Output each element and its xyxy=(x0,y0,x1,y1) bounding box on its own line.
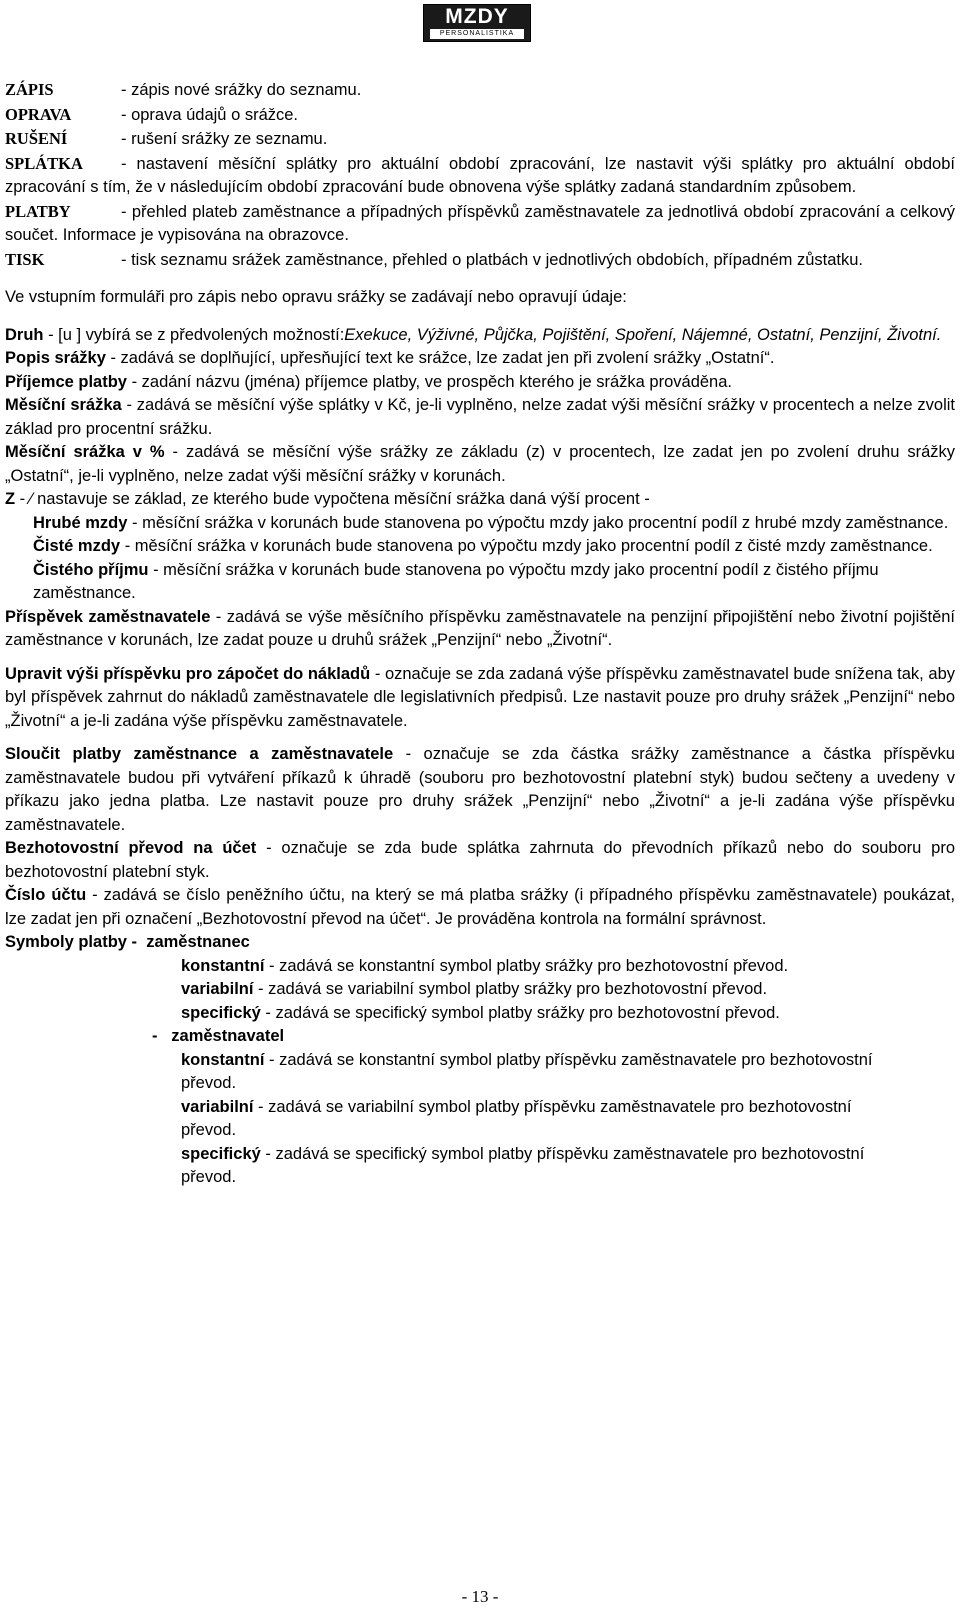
field-desc: - označuje se zda zadaná výše příspěvku zaměstnavatel bude snížena tak, aby byl příspěvek zahrnut do nákladů zaměstnavatele dle legislativních předpisů. Lze nastavit pouze pro druhy srážek „Penzijní“ nebo „Životní“ a je-li zadána výše příspěvku zaměstnavatele. xyxy=(5,664,955,730)
option-desc: - měsíční srážka v korunách bude stanovena po výpočtu mzdy jako procentní podíl z čisté mzdy zaměstnance. xyxy=(120,537,933,555)
field-desc: - zadání názvu (jména) příjemce platby, ve prospěch kterého je srážka prováděna. xyxy=(126,372,732,391)
document-body xyxy=(5,78,955,1190)
field-desc: - zadává se měsíční výše splátky v Kč, je-li vyplněno, nelze zadat výši měsíční srážky v procentech a nelze zvolit základ pro procentní srážku. xyxy=(5,396,956,438)
command-desc: - přehled plateb zaměstnance a případných příspěvků zaměstnavatele za jednotlivá období zpracování a celkový součet. Informace je vypisována na obrazovce. xyxy=(5,202,955,244)
field-prijemce xyxy=(5,371,955,395)
field-label: Příspěvek zaměstnavatele xyxy=(5,607,211,626)
command-desc: - rušení srážky ze seznamu. xyxy=(121,130,328,148)
symbols-heading xyxy=(5,931,955,955)
field-upravit xyxy=(5,663,955,734)
employee-heading: zaměstnanec xyxy=(146,933,250,951)
field-cislo-uctu xyxy=(5,884,955,931)
command-desc: - oprava údajů o srážce. xyxy=(121,105,299,124)
option-desc: - měsíční srážka v korunách bude stanovena po výpočtu mzdy jako procentní podíl z čistého příjmu zaměstnance. xyxy=(33,560,879,602)
command-key: PLATBY xyxy=(5,201,71,221)
symbol-desc: - zadává se konstantní symbol platby příspěvku zaměstnavatele pro bezhotovostní převod. xyxy=(181,1050,873,1092)
symbol-employee-constant xyxy=(5,955,955,979)
dash: - xyxy=(152,1027,158,1045)
field-z xyxy=(5,488,955,512)
field-desc: - zadává se měsíční výše srážky ze základu (z) v procentech, lze zadat jen po zvolení druhu srážky „Ostatní“, je-li vyplněno, nelze zadat výši měsíční srážky v korunách. xyxy=(5,443,956,485)
option-desc: - měsíční srážka v korunách bude stanovena po výpočtu mzdy jako procentní podíl z hrubé mzdy zaměstnance. xyxy=(127,513,949,532)
field-desc: - zadává se výše měsíčního příspěvku zaměstnavatele na penzijní připojištění nebo životní pojištění zaměstnance v korunách, lze zadat pouze u druhů srážek „Penzijní“ nebo „Životní“. xyxy=(5,607,956,649)
command-desc: - tisk seznamu srážek zaměstnance, přehled o platbách v jednotlivých obdobích, případném zůstatku. xyxy=(121,250,863,269)
command-desc: - nastavení měsíční splátky pro aktuální období zpracování, lze nastavit výši splátky pro aktuální období zpracování s tím, že v následujícím období zpracování bude obnovena výše splátky zadaná standardním způsobem. xyxy=(5,154,955,196)
command-ruseni xyxy=(5,127,955,152)
field-druh xyxy=(5,324,955,348)
symbol-label: konstantní xyxy=(181,956,265,975)
employer-heading: zaměstnavatel xyxy=(171,1027,285,1045)
command-key: TISK xyxy=(5,249,45,269)
symbol-label: variabilní xyxy=(181,1097,254,1116)
field-desc: - ⁄ nastavuje se základ, ze kterého bude vypočtena měsíční srážka daná výší procent - xyxy=(15,490,650,508)
field-label: Upravit výši příspěvku pro zápočet do nákladů xyxy=(5,664,371,683)
field-mesicni xyxy=(5,394,955,441)
field-label: Měsíční srážka xyxy=(5,396,122,414)
option-label: Čisté mzdy xyxy=(33,537,121,555)
symbol-desc: - zadává se konstantní symbol platby srážky pro bezhotovostní převod. xyxy=(264,956,789,975)
symbol-label: specifický xyxy=(181,1003,261,1022)
brand-logo xyxy=(423,4,531,42)
command-key: SPLÁTKA xyxy=(5,153,83,173)
field-label: Druh xyxy=(5,325,44,344)
field-label: Z xyxy=(5,490,16,508)
symbol-label: variabilní xyxy=(181,980,254,998)
option-label: Čistého příjmu xyxy=(33,560,149,579)
intro-text: Ve vstupním formuláři pro zápis nebo opravu srážky se zadávají nebo opravují údaje: xyxy=(5,288,627,306)
symbol-desc: - zadává se variabilní symbol platby srážky pro bezhotovostní převod. xyxy=(253,980,768,998)
field-desc: - označuje se zda částka srážky zaměstnance a částka příspěvku zaměstnavatele budou při vytváření příkazů k úhradě (souboru pro bezhotovostní platební styk) budou sečteny a uvedeny v příkazu jako jedna platba. Lze nastavit pouze pro druhy srážek „Penzijní“ nebo „Životní“ a je-li zadána výše příspěvku zaměstnavatele. xyxy=(5,745,955,834)
symbol-label: konstantní xyxy=(181,1050,265,1069)
command-splatka xyxy=(5,152,955,200)
command-key: ZÁPIS xyxy=(5,80,54,99)
option-cisteho xyxy=(5,559,955,606)
symbol-employee-variable xyxy=(5,978,955,1002)
field-desc: - zadává se číslo peněžního účtu, na který se má platba srážky (i případného příspěvku zaměstnavatele) poukázat, lze zadat jen při označení „Bezhotovostní převod na účet“. Je prováděna kontrola na formální správnost. xyxy=(5,886,955,928)
command-platby xyxy=(5,200,955,248)
logo-subtitle: PERSONALISTIKA xyxy=(430,29,524,39)
option-label: Hrubé mzdy xyxy=(33,513,128,532)
option-hrube xyxy=(5,512,955,536)
field-desc: - označuje se zda bude splátka zahrnuta do převodních příkazů nebo do souboru pro bezhotovostní platební styk. xyxy=(5,839,955,881)
symbol-desc: - zadává se specifický symbol platby srážky pro bezhotovostní převod. xyxy=(260,1003,780,1022)
symbol-desc: - zadává se variabilní symbol platby příspěvku zaměstnavatele pro bezhotovostní převod. xyxy=(181,1097,852,1139)
field-sloucit xyxy=(5,743,955,837)
option-ciste xyxy=(5,535,955,559)
command-zapis xyxy=(5,78,955,103)
symbol-employer-variable xyxy=(5,1096,901,1143)
symbol-employee-specific xyxy=(5,1002,955,1026)
field-label: Měsíční srážka v % xyxy=(5,443,165,461)
field-popis xyxy=(5,347,955,371)
field-prispevek xyxy=(5,606,955,653)
command-desc: - zápis nové srážky do seznamu. xyxy=(121,81,362,99)
field-label: Bezhotovostní převod na účet xyxy=(5,839,257,857)
field-label: Číslo účtu xyxy=(5,886,87,904)
command-tisk xyxy=(5,248,955,273)
command-key: OPRAVA xyxy=(5,104,72,124)
field-desc: - [u ] vybírá se z předvolených možností: xyxy=(43,325,345,344)
field-label: Popis srážky xyxy=(5,349,106,367)
symbol-employer-constant xyxy=(5,1049,901,1096)
symbol-employer-specific xyxy=(5,1143,901,1190)
symbol-label: specifický xyxy=(181,1144,261,1163)
employer-heading-row xyxy=(5,1025,955,1049)
logo-title: MZDY xyxy=(445,5,509,28)
field-bezhotovostni xyxy=(5,837,955,884)
field-mesicni-pct xyxy=(5,441,955,488)
field-label: Sloučit platby zaměstnance a zaměstnavatele xyxy=(5,745,394,763)
field-options: Exekuce, Výživné, Půjčka, Pojištění, Spoření, Nájemné, Ostatní, Penzijní, Životní. xyxy=(344,325,942,344)
command-oprava xyxy=(5,103,955,128)
field-label: Příjemce platby xyxy=(5,372,127,391)
symbol-desc: - zadává se specifický symbol platby příspěvku zaměstnavatele pro bezhotovostní převod. xyxy=(181,1144,865,1186)
field-desc: - zadává se doplňující, upřesňující text ke srážce, lze zadat jen při zvolení srážky „Ostatní“. xyxy=(105,349,775,367)
command-key: RUŠENÍ xyxy=(5,129,68,148)
symbols-label: Symboly platby - xyxy=(5,933,138,951)
page-number: - 13 - xyxy=(461,1587,499,1606)
